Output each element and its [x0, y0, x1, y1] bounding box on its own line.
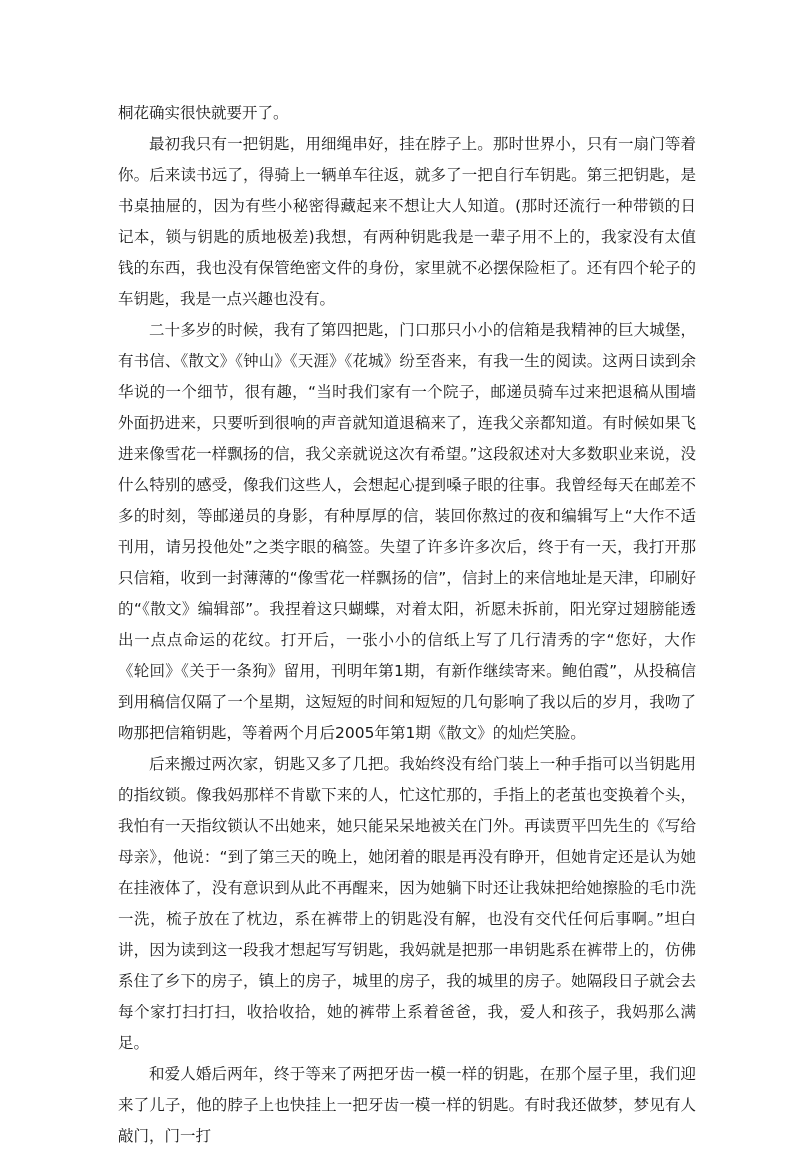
document-body: [118, 98, 696, 1152]
paragraph-4: 后来搬过两次家，钥匙又多了几把。我始终没有给门装上一种手指可以当钥匙用的指纹锁。像我妈那样不肯歇下来的人，忙这忙那的，手指上的老茧也变换着个头，我怕有一天指纹锁认不出她来，她只能呆呆地被关在门外。再读贾平凹先生的《写给母亲》，他说：“到了第三天的晚上，她闭着的眼是再没有睁开，但她肯定还是认为她在挂液体了，没有意识到从此不再醒来，因为她躺下时还让我妹把给她擦脸的毛巾洗一洗，梳子放在了枕边，系在裤带上的钥匙没有解，也没有交代任何后事啊。”坦白讲，因为读到这一段我才想起写写钥匙，我妈就是把那一串钥匙系在裤带上的，仿佛系住了乡下的房子，镇上的房子，城里的房子，我的城里的房子。她隔段日子就会去每个家打扫打扫，收拾收拾，她的裤带上系着爸爸，我，爱人和孩子，我妈那么满足。: [118, 755, 696, 1052]
paragraph-2: 最初我只有一把钥匙，用细绳串好，挂在脖子上。那时世界小，只有一扇门等着你。后来读书远了，得骑上一辆单车往返，就多了一把自行车钥匙。第三把钥匙，是书桌抽屉的，因为有些小秘密得藏起来不想让大人知道。(那时还流行一种带锁的日记本，锁与钥匙的质地极差)我想，有两种钥匙我是一辈子用不上的，我家没有太值钱的东西，我也没有保管绝密文件的身份，家里就不必摆保险柜了。还有四个轮子的车钥匙，我是一点兴趣也没有。: [118, 135, 696, 308]
paragraph-5: 和爱人婚后两年，终于等来了两把牙齿一模一样的钥匙，在那个屋子里，我们迎来了儿子，他的脖子上也快挂上一把牙齿一模一样的钥匙。有时我还做梦，梦见有人敲门，门一打: [118, 1065, 696, 1145]
paragraph-1: 桐花确实很快就要开了。: [118, 104, 289, 122]
paragraph-3: 二十多岁的时候，我有了第四把匙，门口那只小小的信箱是我精神的巨大城堡，有书信、《散文》《钟山》《天涯》《花城》纷至沓来，有我一生的阅读。这两日读到余华说的一个细节，很有趣，“当时我们家有一个院子，邮递员骑车过来把退稿从围墙外面扔进来，只要听到很响的声音就知道退稿来了，连我父亲都知道。有时候如果飞进来像雪花一样飘扬的信，我父亲就说这次有希望。”这段叙述对大多数职业来说，没什么特别的感受，像我们这些人，会想起心提到嗓子眼的往事。我曾经每天在邮差不多的时刻，等邮递员的身影，有种厚厚的信，装回你熬过的夜和编辑写上“大作不适刊用，请另投他处”之类字眼的稿签。失望了许多许多次后，终于有一天，我打开那只信箱，收到一封薄薄的“像雪花一样飘扬的信”，信封上的来信地址是天津，印刷好的“《散文》编辑部”。我捏着这只蝴蝶，对着太阳，祈愿未拆前，阳光穿过翅膀能透出一点点命运的花纹。打开后，一张小小的信纸上写了几行清秀的字“您好，大作《轮回》《关于一条狗》留用，刊明年第1期，有新作继续寄来。鲍伯霞”，从投稿信到用稿信仅隔了一个星期，这短短的时间和短短的几句影响了我以后的岁月，我吻了吻那把信箱钥匙，等着两个月后2005年第1期《散文》的灿烂笑脸。: [118, 321, 696, 742]
